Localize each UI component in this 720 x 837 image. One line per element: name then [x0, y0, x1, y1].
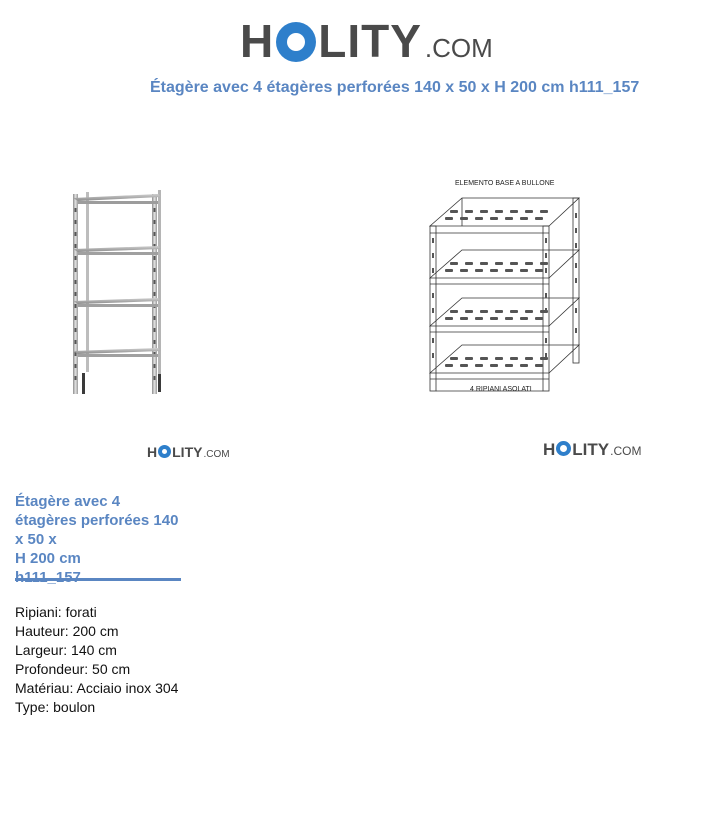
logo-ring-icon: [158, 445, 171, 458]
drawing-bottom-label: 4 RIPIANI ASOLATI: [470, 386, 532, 393]
logo-domain-suffix: .COM: [610, 444, 642, 458]
product-heading-line: étagères perforées 140: [15, 512, 179, 529]
logo-letters-lity: LITY: [572, 440, 610, 459]
spec-type: Type: boulon: [15, 699, 96, 715]
shelving-unit-photo: [70, 188, 165, 400]
product-heading-line: x 50 x: [15, 531, 57, 548]
spec-depth: Profondeur: 50 cm: [15, 661, 131, 677]
product-heading-line: H 200 cm: [15, 550, 81, 567]
logo-ring-icon: [276, 22, 316, 62]
spec-height: Hauteur: 200 cm: [15, 623, 119, 639]
logo-letter-h: H: [147, 444, 158, 460]
logo-ring-icon: [556, 441, 571, 456]
logo-letter-h: H: [240, 15, 275, 67]
page-title: Étagère avec 4 étagères perforées 140 x 50 x H 200 cm h111_157: [150, 79, 640, 96]
product-heading-line: Étagère avec 4: [15, 493, 121, 510]
product-heading: [15, 492, 200, 587]
logo-letter-h: H: [543, 440, 556, 459]
shelving-technical-drawing: [420, 178, 590, 400]
heading-underline-divider: [15, 578, 181, 581]
logo-letters-lity: LITY: [172, 444, 203, 460]
holity-logo-small-right: [543, 440, 641, 460]
spec-width: Largeur: 140 cm: [15, 642, 117, 658]
drawing-top-label: ELEMENTO BASE A BULLONE: [455, 180, 555, 187]
logo-letters-lity: LITY: [318, 15, 422, 67]
holity-logo[interactable]: [240, 14, 493, 68]
logo-domain-suffix: .COM: [203, 449, 230, 460]
holity-logo-small-left: [147, 444, 230, 460]
logo-domain-suffix: .COM: [424, 33, 493, 63]
spec-list: [15, 603, 178, 717]
spec-shelves: Ripiani: forati: [15, 604, 97, 620]
spec-material: Matériau: Acciaio inox 304: [15, 680, 179, 696]
